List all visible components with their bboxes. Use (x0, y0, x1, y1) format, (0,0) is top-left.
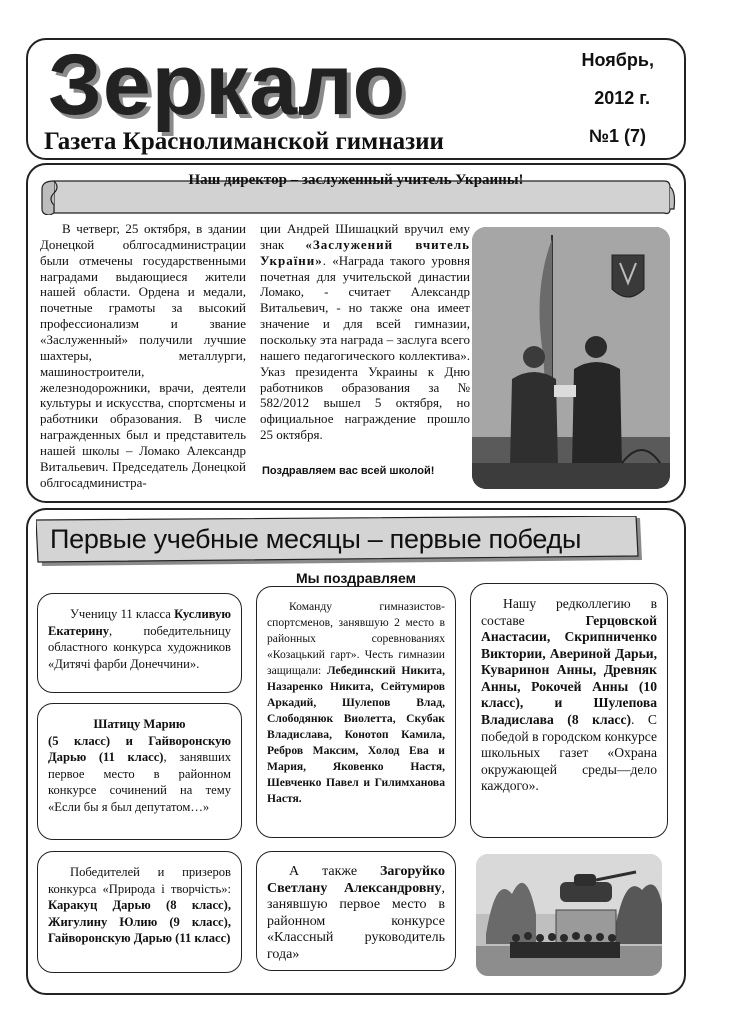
congrats-box-art-contest (37, 593, 242, 693)
award-ceremony-photo (472, 227, 670, 489)
congratulation-line: Поздравляем вас всей школой! (262, 465, 435, 477)
box-text: А также (289, 864, 381, 879)
congrats-box-sports-team (256, 586, 456, 838)
section-title: Первые учебные месяцы – первые победы (50, 524, 582, 554)
article-headline: Наш директор – заслуженный учитель Украины! (188, 172, 524, 188)
congrats-box-essay-contest (37, 703, 242, 840)
editorial-members: Герцовской Анастасии, Скрипниченко Виктории, Авериной Дарьи, Куваринон Анны, Древняк Анны, Рокочей Анны (10 класс), и Шулепова Владислава (8 класс) (481, 612, 657, 728)
article-text: ции Андрей Шишацкий вручил ему знак (260, 221, 470, 252)
issue-month: Ноябрь, (581, 50, 654, 70)
section-subtitle: Мы поздравляем (296, 570, 416, 586)
article-column-2 (260, 221, 470, 443)
issue-number: №1 (7) (588, 126, 646, 146)
box-text: Победителей и призеров конкурса «Природа і творчість»: (48, 865, 231, 896)
article-column-1 (40, 221, 246, 491)
newspaper-subtitle: Газета Краснолиманской гимназии (44, 128, 444, 155)
award-name: «Заслужений вчитель України» (260, 236, 470, 268)
congrats-box-nature-contest (37, 851, 242, 973)
issue-year: 2012 г. (594, 88, 650, 108)
box-text: . С победой в городском конкурсе школьных газет «Охрана окружающей среды—дело каждого». (481, 712, 657, 794)
winner-names: (5 класс) и Гайворонскую Дарью (11 класс) (48, 733, 231, 765)
congrats-box-teacher-contest (256, 851, 456, 971)
director-article (26, 163, 686, 503)
masthead (26, 38, 686, 160)
winner-name: Загоруйко Светлану Александровну (267, 864, 445, 896)
newspaper-title: Зеркало (48, 37, 407, 133)
congrats-box-editorial-board (470, 583, 668, 838)
article-paragraph: В четверг, 25 октября, в здании Донецкой облгосадминистрации были отмечены государственными наградами выдающиеся жители нашей области. Ордена и медали, почетные грамоты за высокий профессионализм и звание «Заслуженный» получили лучшие шахтеры, металлурги, машиностроители, железнодорожники, врачи, деятели культуры и искусства, спортсмены и работники образования. В числе награжденных был и представитель нашей школы – Ломако Александр Витальевич. Председатель Донецкой облгосадминистра- (40, 221, 246, 490)
article-text: . «Награда такого уровня почетная для учительской династии Ломако, - считает Александр Витальевич, - но также она имеет значение и для всей гимназии, поскольку эта награда – заслуга всего нашего педагогического коллектива». Указ президента Украины к Дню работников образования за № 582/2012 вышел 5 октября, но официальное награждение прошло 25 октября. (260, 252, 470, 443)
box-text: , занявших первое место в районном конкурсе сочинений на тему «Если бы я был депутатом…» (48, 750, 231, 815)
winner-name: Кусливую Екатерину (48, 607, 231, 638)
class-group-photo (476, 854, 662, 976)
box-text: Команду гимназистов-спортсменов, занявшую 2 место в районных соревнованиях «Козацький гарт». Честь гимназии защищали: (267, 600, 445, 677)
box-text: Нашу редколлегию в составе (481, 596, 657, 628)
team-members: Лебединский Никита, Назаренко Никита, Сейтумиров Аркадий, Шулепов Влад, Слободянюк Виолетта, Скубак Владислава, Конотоп Камила, Ребров Максим, Холод Ева и Мария, Яковенко Настя, Шевченко Павел и Гилимханова Настя. (267, 663, 445, 805)
box-text: Ученицу 11 класса (70, 607, 175, 621)
winner-name: Шатицу Марию (93, 717, 186, 731)
box-text: , занявшую первое место в районном конкурсе «Классный руководитель года» (267, 880, 445, 962)
box-text: , победительницу областного конкурса художников «Дитячі фарби Донеччини». (48, 623, 231, 671)
winner-names: Каракуц Дарью (8 класс), Жигулину Юлию (9 класс), Гайворонскую Дарью (11 класс) (48, 898, 231, 946)
